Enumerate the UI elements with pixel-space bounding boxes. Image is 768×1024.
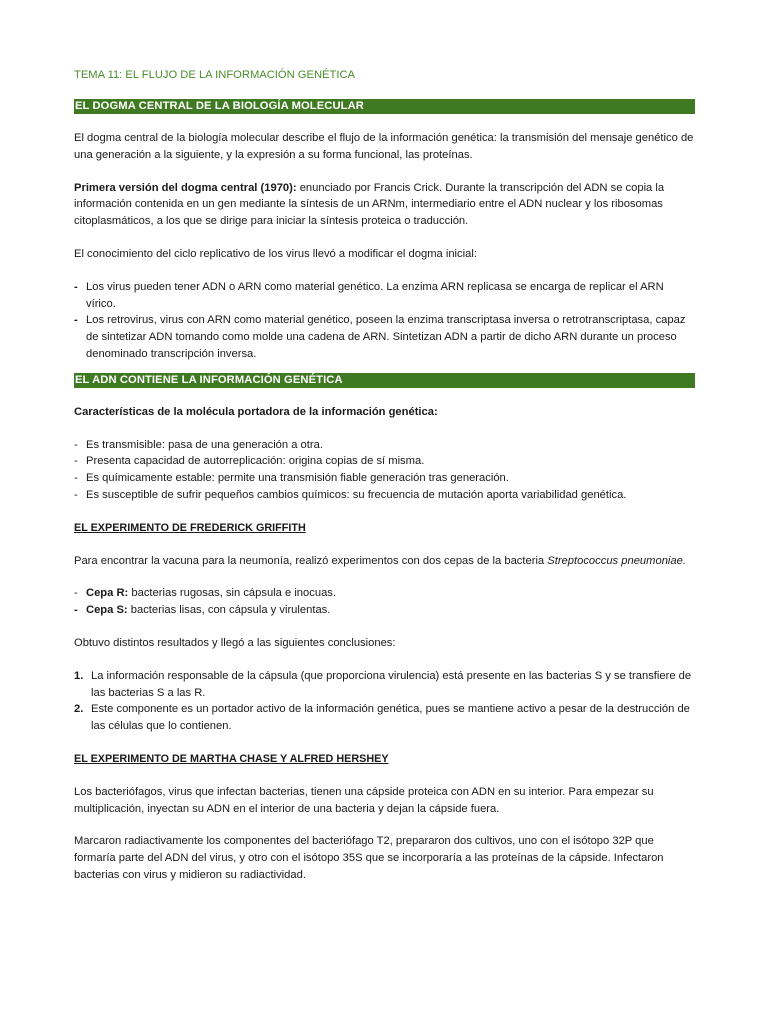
list-item: - Es transmisible: pasa de una generación a otra. <box>74 437 695 454</box>
chase-hershey-heading: EL EXPERIMENTO DE MARTHA CHASE Y ALFRED HERSHEY <box>74 752 389 765</box>
characteristics-list <box>74 437 695 504</box>
dash-bullet: - <box>74 604 78 617</box>
dash-bullet: - <box>74 314 78 327</box>
species-name: Streptococcus pneumoniae. <box>547 554 686 567</box>
first-version-text: enunciado por Francis Crick. Durante la transcripción del ADN se copia la información contenida en un gen mediante la síntesis de un ARNm, intermediario entre el ADN nuclear y los ribosomas citoplasmáticos, a los que se dirige para iniciar la síntesis proteica o traducción. <box>74 181 665 228</box>
document-title: TEMA 11: EL FLUJO DE LA INFORMACIÓN GENÉTICA <box>74 69 355 81</box>
list-item: - Los virus pueden tener ADN o ARN como material genético. La enzima ARN replicasa se encarga de replicar el ARN vírico. <box>74 280 664 310</box>
list-item: - Presenta capacidad de autorreplicación: origina copias de sí misma. <box>74 453 695 470</box>
dash-bullet: - <box>74 472 78 485</box>
characteristics-heading: Características de la molécula portadora de la información genética: <box>74 405 438 418</box>
dash-bullet: - <box>74 587 78 600</box>
list-item: - Es susceptible de sufrir pequeños cambios químicos: su frecuencia de mutación aporta variabilidad genética. <box>74 487 695 504</box>
bacteriophage-paragraph: Los bacteriófagos, virus que infectan bacterias, tienen una cápside proteica con ADN en su interior. Para empezar su multiplicación, inyectan su ADN en el interior de una bacteria y dejan la cápside fuera. <box>74 785 654 815</box>
dash-bullet: - <box>74 438 78 451</box>
list-item: - Cepa S: bacterias lisas, con cápsula y virulentas. <box>74 602 695 619</box>
list-item: - Los retrovirus, virus con ARN como material genético, poseen la enzima transcriptasa inversa o retrotranscriptasa, capaz de sintetizar ADN tomando como molde una cadena de ARN. Sintetizan ADN a partir de dicho ARN durante un proceso denominado transcripción inversa. <box>74 314 686 360</box>
virus-intro-paragraph: El conocimiento del ciclo replicativo de los virus llevó a modificar el dogma inicial: <box>74 247 477 260</box>
list-item: - Es químicamente estable: permite una transmisión fiable generación tras generación. <box>74 470 695 487</box>
list-item: 2. Este componente es un portador activo de la información genética, pues se mantiene activo a pesar de la destrucción de las células que lo contienen. <box>74 703 690 733</box>
strains-list <box>74 585 695 619</box>
virus-bullet-list <box>74 279 695 363</box>
dash-bullet: - <box>74 455 78 468</box>
first-version-paragraph <box>74 180 695 230</box>
section-heading-adn: EL ADN CONTIENE LA INFORMACIÓN GENÉTICA <box>74 373 695 388</box>
list-item: 1. La información responsable de la cápsula (que proporciona virulencia) está presente en las bacterias S y se transfiere de las bacterias S a las R. <box>74 669 692 699</box>
list-item: - Cepa R: bacterias rugosas, sin cápsula e inocuas. <box>74 585 695 602</box>
section-heading-dogma: EL DOGMA CENTRAL DE LA BIOLOGÍA MOLECULAR <box>74 99 695 114</box>
griffith-heading: EL EXPERIMENTO DE FREDERICK GRIFFITH <box>74 521 306 534</box>
dash-bullet: - <box>74 280 78 293</box>
dash-bullet: - <box>74 488 78 501</box>
radioactive-paragraph: Marcaron radiactivamente los componentes del bacteriófago T2, prepararon dos cultivos, uno con el isótopo 32P que formaría parte del ADN del virus, y otro con el isótopo 35S que se incorporaría a las proteínas de la cápside. Infectaron bacterias con virus y midieron su radiactividad. <box>74 835 664 881</box>
first-version-label: Primera versión del dogma central (1970): <box>74 181 297 194</box>
dogma-intro-paragraph: El dogma central de la biología molecular describe el flujo de la información genética: la transmisión del mensaje genético de una generación a la siguiente, y la expresión a su forma funcional, las proteínas. <box>74 132 694 161</box>
conclusions-list <box>74 668 695 735</box>
results-intro-paragraph: Obtuvo distintos resultados y llegó a las siguientes conclusiones: <box>74 636 396 649</box>
griffith-intro-paragraph: Para encontrar la vacuna para la neumonía, realizó experimentos con dos cepas de la bacteria Streptococcus pneumoniae. <box>74 554 686 567</box>
